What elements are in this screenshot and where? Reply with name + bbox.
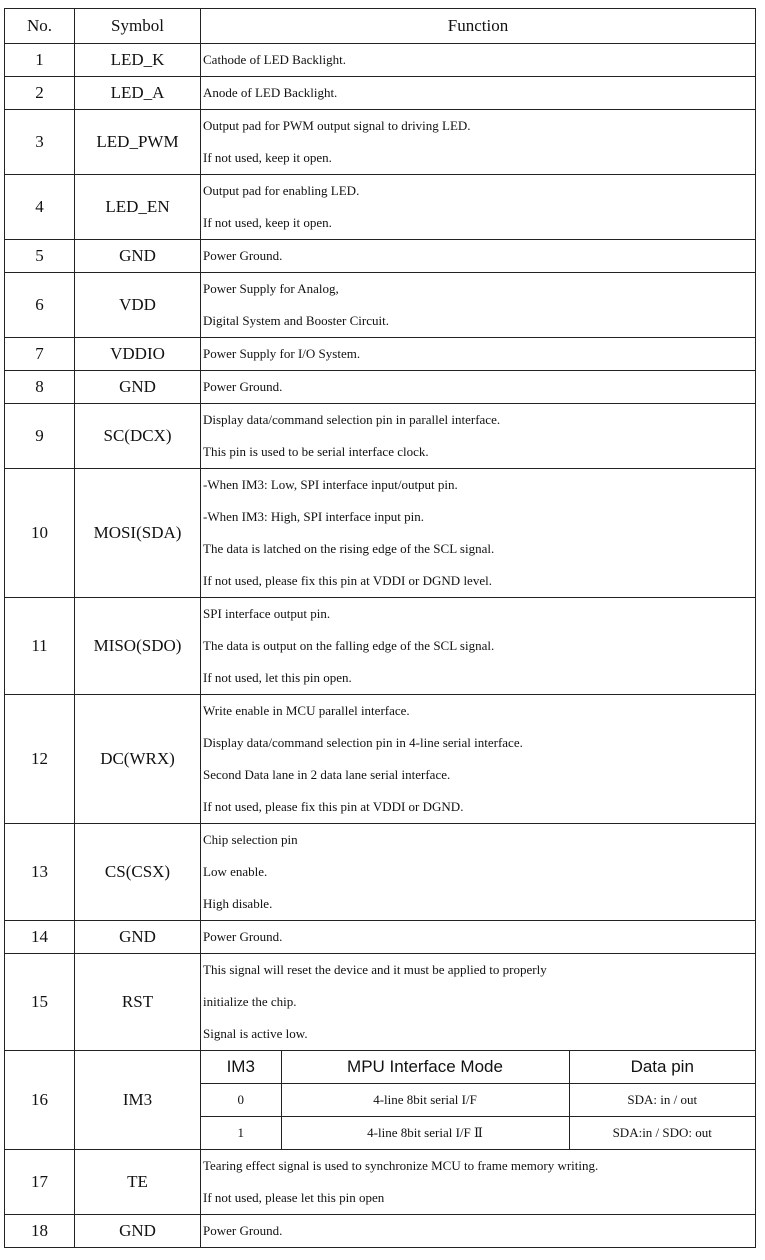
pin-number: 10 (5, 469, 75, 598)
function-line: This pin is used to be serial interface clock. (203, 444, 429, 459)
pin-number: 2 (5, 77, 75, 110)
function-line: This signal will reset the device and it must be applied to properly (203, 962, 547, 977)
function-line: If not used, keep it open. (203, 150, 332, 165)
interface-mode-subtable (201, 1051, 755, 1149)
pin-number: 16 (5, 1051, 75, 1150)
function-line: The data is output on the falling edge of the SCL signal. (203, 638, 495, 653)
table-row (5, 1150, 756, 1215)
pin-symbol: LED_PWM (75, 110, 201, 175)
pin-number: 17 (5, 1150, 75, 1215)
pin-symbol: LED_K (75, 44, 201, 77)
pin-number: 4 (5, 175, 75, 240)
header-no: No. (5, 9, 75, 44)
table-row (5, 1051, 756, 1150)
pin-number: 5 (5, 240, 75, 273)
table-row (5, 273, 756, 338)
table-row (5, 44, 756, 77)
function-line: Write enable in MCU parallel interface. (203, 703, 410, 718)
pin-number: 15 (5, 954, 75, 1051)
subtable-header-cell: MPU Interface Mode (281, 1051, 569, 1084)
function-line: If not used, please let this pin open (203, 1190, 385, 1205)
function-line: Power Ground. (203, 379, 283, 394)
table-header-row (5, 9, 756, 44)
table-row (5, 1215, 756, 1248)
function-line: SPI interface output pin. (203, 606, 331, 621)
function-line: -When IM3: Low, SPI interface input/output pin. (203, 477, 458, 492)
table-row (5, 77, 756, 110)
pin-symbol: MOSI(SDA) (75, 469, 201, 598)
pin-symbol: IM3 (75, 1051, 201, 1150)
table-row (5, 469, 756, 598)
function-line: Display data/command selection pin in parallel interface. (203, 412, 501, 427)
subtable-cell: 4-line 8bit serial I/F Ⅱ (281, 1117, 569, 1150)
subtable-cell: 1 (201, 1117, 281, 1150)
subtable-cell: SDA: in / out (569, 1084, 755, 1117)
function-line: Second Data lane in 2 data lane serial interface. (203, 767, 451, 782)
function-line: The data is latched on the rising edge of the SCL signal. (203, 541, 495, 556)
pin-function (201, 598, 756, 695)
pin-symbol: MISO(SDO) (75, 598, 201, 695)
pin-function (201, 1150, 756, 1215)
table-row (5, 695, 756, 824)
pin-function (201, 240, 756, 273)
pin-table-body (5, 44, 756, 1248)
pin-symbol: VDDIO (75, 338, 201, 371)
pin-symbol: GND (75, 240, 201, 273)
pin-function (201, 371, 756, 404)
pin-number: 13 (5, 824, 75, 921)
pin-symbol: CS(CSX) (75, 824, 201, 921)
table-row (5, 371, 756, 404)
table-row (5, 240, 756, 273)
subtable-header-cell: Data pin (569, 1051, 755, 1084)
function-line: Anode of LED Backlight. (203, 85, 338, 100)
pin-function (201, 954, 756, 1051)
function-line: Power Ground. (203, 248, 283, 263)
table-row (5, 338, 756, 371)
function-line: Power Ground. (203, 929, 283, 944)
table-row (5, 954, 756, 1051)
pin-function (201, 1215, 756, 1248)
subtable-cell: 4-line 8bit serial I/F (281, 1084, 569, 1117)
function-line: If not used, keep it open. (203, 215, 332, 230)
pin-symbol: TE (75, 1150, 201, 1215)
pin-number: 8 (5, 371, 75, 404)
pin-symbol: DC(WRX) (75, 695, 201, 824)
subtable-row (201, 1117, 755, 1150)
table-row (5, 175, 756, 240)
function-line: If not used, let this pin open. (203, 670, 352, 685)
function-line: Power Supply for Analog, (203, 281, 339, 296)
function-line: If not used, please fix this pin at VDDI or DGND level. (203, 573, 492, 588)
pin-symbol: SC(DCX) (75, 404, 201, 469)
pin-symbol: GND (75, 371, 201, 404)
pin-symbol: VDD (75, 273, 201, 338)
table-row (5, 921, 756, 954)
pin-number: 14 (5, 921, 75, 954)
pin-symbol: GND (75, 1215, 201, 1248)
pin-function (201, 1051, 756, 1150)
pin-function (201, 921, 756, 954)
header-function: Function (201, 9, 756, 44)
subtable-cell: SDA:in / SDO: out (612, 1125, 712, 1140)
pin-symbol: LED_A (75, 77, 201, 110)
pin-number: 3 (5, 110, 75, 175)
pin-number: 11 (5, 598, 75, 695)
pin-function (201, 273, 756, 338)
function-line: Display data/command selection pin in 4-line serial interface. (203, 735, 523, 750)
pin-function (201, 44, 756, 77)
table-row (5, 824, 756, 921)
pin-number: 12 (5, 695, 75, 824)
function-line: Power Ground. (203, 1223, 283, 1238)
subtable-header-row (201, 1051, 755, 1084)
function-line: Digital System and Booster Circuit. (203, 313, 389, 328)
table-row (5, 598, 756, 695)
pin-function (201, 77, 756, 110)
pin-function (201, 338, 756, 371)
pin-function (201, 469, 756, 598)
pin-symbol: GND (75, 921, 201, 954)
function-line: Tearing effect signal is used to synchronize MCU to frame memory writing. (203, 1158, 599, 1173)
pin-number: 7 (5, 338, 75, 371)
function-line: Low enable. (203, 864, 268, 879)
function-line: Power Supply for I/O System. (203, 346, 361, 361)
pin-function (201, 404, 756, 469)
function-line: initialize the chip. (203, 994, 297, 1009)
pin-function (201, 824, 756, 921)
table-row (5, 404, 756, 469)
pin-function (201, 695, 756, 824)
function-line: Output pad for enabling LED. (203, 183, 360, 198)
pin-number: 9 (5, 404, 75, 469)
header-symbol: Symbol (75, 9, 201, 44)
pin-number: 6 (5, 273, 75, 338)
pin-symbol: LED_EN (75, 175, 201, 240)
subtable-row (201, 1084, 755, 1117)
pin-description-table (4, 8, 756, 1248)
subtable-cell: 0 (201, 1084, 281, 1117)
pin-function (201, 110, 756, 175)
function-line: Output pad for PWM output signal to driving LED. (203, 118, 471, 133)
pin-symbol: RST (75, 954, 201, 1051)
function-line: -When IM3: High, SPI interface input pin. (203, 509, 424, 524)
function-line: Signal is active low. (203, 1026, 308, 1041)
function-line: Cathode of LED Backlight. (203, 52, 346, 67)
function-line: Chip selection pin (203, 832, 298, 847)
pin-number: 18 (5, 1215, 75, 1248)
function-line: If not used, please fix this pin at VDDI or DGND. (203, 799, 464, 814)
function-line: High disable. (203, 896, 273, 911)
pin-function (201, 175, 756, 240)
table-row (5, 110, 756, 175)
subtable-header-cell: IM3 (201, 1051, 281, 1084)
pin-number: 1 (5, 44, 75, 77)
